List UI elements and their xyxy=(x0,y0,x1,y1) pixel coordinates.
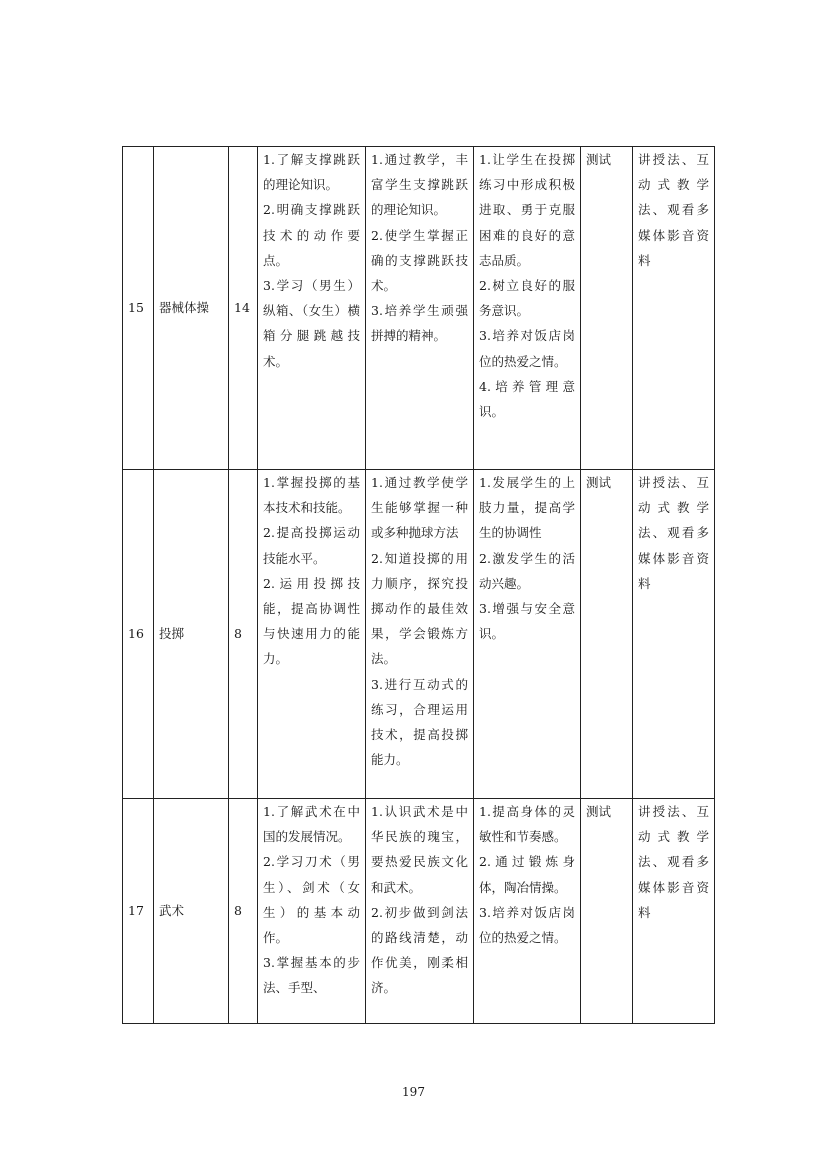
quality-cell xyxy=(474,147,581,470)
knowledge-cell xyxy=(366,147,474,470)
curriculum-table xyxy=(122,146,715,1024)
row-number: 16 xyxy=(123,470,154,799)
quality-item: 1.发展学生的上肢力量，提高学生的协调性 xyxy=(479,475,575,541)
unit-hours: 8 xyxy=(229,799,258,1024)
unit-name: 武术 xyxy=(154,799,229,1024)
quality-item: 3.培养对饭店岗位的热爱之情。 xyxy=(479,328,575,369)
knowledge-item: 2.知道投掷的用力顺序，探究投掷动作的最佳效果，学会锻炼方法。 xyxy=(371,550,468,667)
quality-item: 4.培养管理意识。 xyxy=(479,378,575,420)
content-item: 2.学习刀术（男生）、剑术（女生）的基本动作。 xyxy=(263,854,360,946)
page-number: 197 xyxy=(402,1085,425,1099)
method-cell: 讲授法、互动式教学法、观看多媒体影音资料 xyxy=(633,147,715,470)
method-cell: 讲授法、互动式教学法、观看多媒体影音资料 xyxy=(633,799,715,1024)
row-number: 15 xyxy=(123,147,154,470)
method-cell: 讲授法、互动式教学法、观看多媒体影音资料 xyxy=(633,470,715,799)
unit-name: 器械体操 xyxy=(154,147,229,470)
unit-name: 投掷 xyxy=(154,470,229,799)
unit-hours: 8 xyxy=(229,470,258,799)
content-cell xyxy=(258,470,366,799)
knowledge-item: 1.通过教学，丰富学生支撑跳跃的理论知识。 xyxy=(371,152,468,218)
assessment-cell: 测试 xyxy=(581,470,633,799)
quality-item: 2.树立良好的服务意识。 xyxy=(479,278,575,319)
content-item: 3.掌握基本的步法、手型、 xyxy=(263,955,360,996)
quality-cell xyxy=(474,470,581,799)
knowledge-item: 1.通过教学使学生能够掌握一种或多种抛球方法 xyxy=(371,475,468,541)
row-number: 17 xyxy=(123,799,154,1024)
quality-item: 1.让学生在投掷练习中形成积极进取、勇于克服困难的良好的意志品质。 xyxy=(479,152,575,268)
knowledge-cell xyxy=(366,799,474,1024)
quality-item: 1.提高身体的灵敏性和节奏感。 xyxy=(479,804,575,845)
content-item: 3.学习（男生）纵箱、（女生）横箱分腿跳越技术。 xyxy=(263,278,360,369)
content-cell xyxy=(258,799,366,1024)
knowledge-item: 2.使学生掌握正确的支撑跳跃技术。 xyxy=(371,227,468,294)
content-item: 2.运用投掷技能，提高协调性与快速用力的能力。 xyxy=(263,575,360,667)
knowledge-cell xyxy=(366,470,474,799)
knowledge-item: 3.培养学生顽强拼搏的精神。 xyxy=(371,303,468,344)
quality-item: 3.增强与安全意识。 xyxy=(479,601,575,642)
table-row xyxy=(123,470,715,799)
content-item: 1.掌握投掷的基本技术和技能。 xyxy=(263,475,360,516)
content-item: 1.了解支撑跳跃的理论知识。 xyxy=(263,152,360,193)
assessment-cell: 测试 xyxy=(581,799,633,1024)
quality-item: 2.通过锻炼身体，陶冶情操。 xyxy=(479,854,575,895)
assessment-cell: 测试 xyxy=(581,147,633,470)
table-row xyxy=(123,147,715,470)
unit-hours: 14 xyxy=(229,147,258,470)
quality-item: 2.激发学生的活动兴趣。 xyxy=(479,550,575,591)
quality-item: 3.培养对饭店岗位的热爱之情。 xyxy=(479,904,575,946)
content-item: 2.明确支撑跳跃技术的动作要点。 xyxy=(263,202,360,268)
content-item: 2.提高投掷运动技能水平。 xyxy=(263,525,360,566)
knowledge-item: 2.初步做到剑法的路线清楚，动作优美，刚柔相济。 xyxy=(371,904,468,996)
knowledge-item: 3.进行互动式的练习，合理运用技术，提高投掷能力。 xyxy=(371,676,468,768)
content-cell xyxy=(258,147,366,470)
table-row xyxy=(123,799,715,1024)
knowledge-item: 1.认识武术是中华民族的瑰宝，要热爱民族文化和武术。 xyxy=(371,804,468,895)
content-item: 1.了解武术在中国的发展情况。 xyxy=(263,804,360,845)
quality-cell xyxy=(474,799,581,1024)
